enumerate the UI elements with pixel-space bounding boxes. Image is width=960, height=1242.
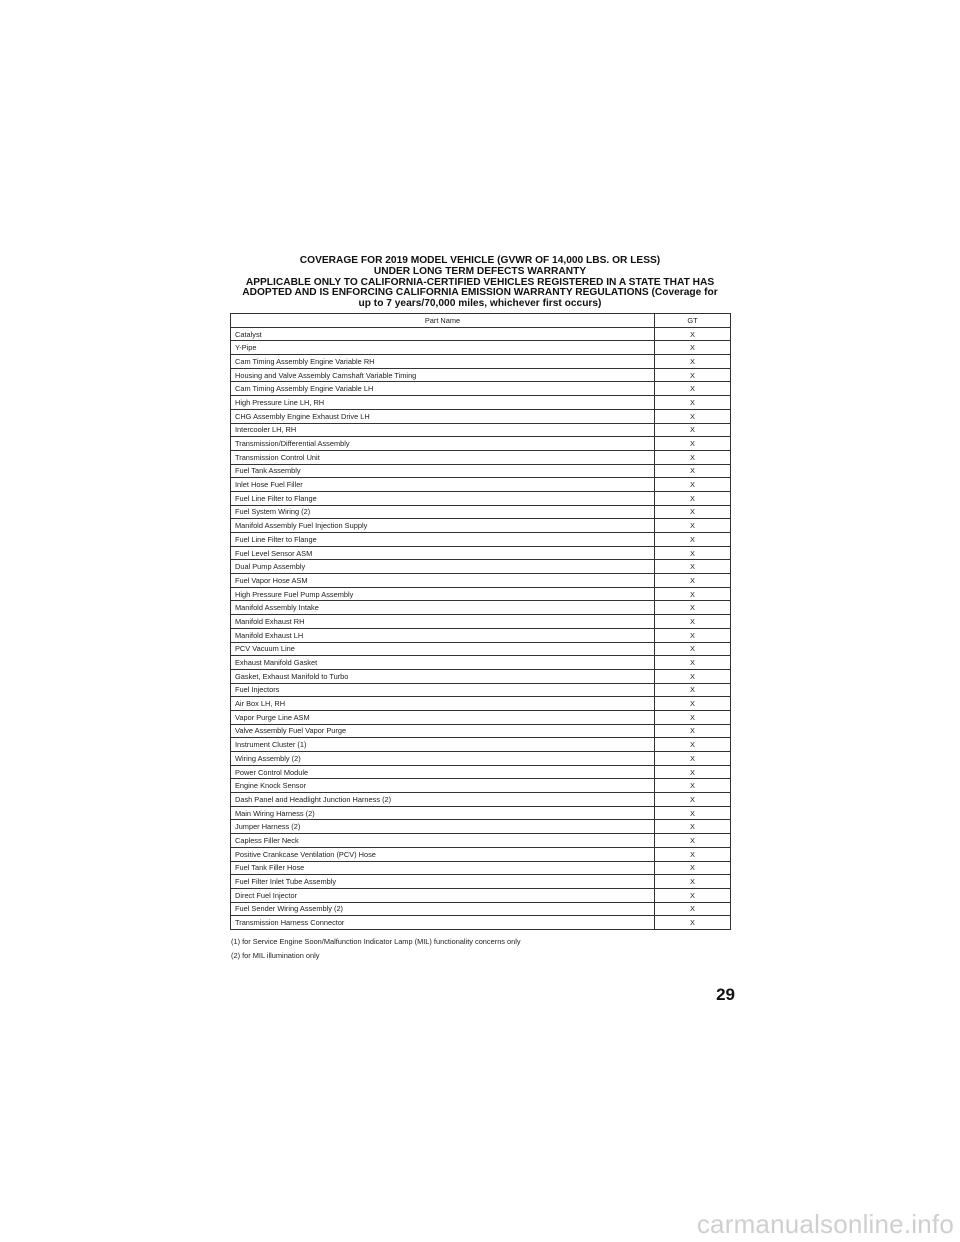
table-row xyxy=(231,697,731,711)
part-name-cell: Intercooler LH, RH xyxy=(231,423,655,437)
part-name-cell: Manifold Exhaust RH xyxy=(231,615,655,629)
table-row xyxy=(231,875,731,889)
part-name-cell: Main Wiring Harness (2) xyxy=(231,806,655,820)
part-name-cell: Fuel Level Sensor ASM xyxy=(231,546,655,560)
gt-coverage-cell: X xyxy=(655,382,731,396)
gt-coverage-cell: X xyxy=(655,587,731,601)
gt-coverage-cell: X xyxy=(655,683,731,697)
gt-coverage-cell: X xyxy=(655,615,731,629)
part-name-cell: Fuel System Wiring (2) xyxy=(231,505,655,519)
part-name-cell: Fuel Vapor Hose ASM xyxy=(231,574,655,588)
gt-coverage-cell: X xyxy=(655,765,731,779)
table-row xyxy=(231,519,731,533)
table-row xyxy=(231,806,731,820)
table-row xyxy=(231,710,731,724)
part-name-cell: PCV Vacuum Line xyxy=(231,642,655,656)
table-row xyxy=(231,765,731,779)
gt-coverage-cell: X xyxy=(655,656,731,670)
part-name-cell: Direct Fuel Injector xyxy=(231,888,655,902)
table-row xyxy=(231,355,731,369)
part-name-cell: Valve Assembly Fuel Vapor Purge xyxy=(231,724,655,738)
gt-coverage-cell: X xyxy=(655,738,731,752)
part-name-cell: Transmission/Differential Assembly xyxy=(231,437,655,451)
gt-coverage-cell: X xyxy=(655,875,731,889)
gt-coverage-cell: X xyxy=(655,779,731,793)
gt-coverage-cell: X xyxy=(655,437,731,451)
table-row xyxy=(231,450,731,464)
part-name-cell: Fuel Line Filter to Flange xyxy=(231,491,655,505)
gt-coverage-cell: X xyxy=(655,464,731,478)
table-row xyxy=(231,437,731,451)
part-name-cell: Jumper Harness (2) xyxy=(231,820,655,834)
gt-coverage-cell: X xyxy=(655,409,731,423)
part-name-cell: Fuel Filter Inlet Tube Assembly xyxy=(231,875,655,889)
part-name-cell: Dual Pump Assembly xyxy=(231,560,655,574)
gt-coverage-cell: X xyxy=(655,574,731,588)
table-row xyxy=(231,628,731,642)
gt-coverage-cell: X xyxy=(655,642,731,656)
table-row xyxy=(231,861,731,875)
part-name-cell: Capless Filler Neck xyxy=(231,834,655,848)
part-name-cell: Fuel Tank Filler Hose xyxy=(231,861,655,875)
table-body xyxy=(231,327,731,929)
table-row xyxy=(231,546,731,560)
column-header-part-name: Part Name xyxy=(231,314,655,328)
part-name-cell: Fuel Injectors xyxy=(231,683,655,697)
gt-coverage-cell: X xyxy=(655,902,731,916)
gt-coverage-cell: X xyxy=(655,628,731,642)
page-number: 29 xyxy=(716,985,735,1004)
table-row xyxy=(231,752,731,766)
part-name-cell: Positive Crankcase Ventilation (PCV) Hose xyxy=(231,847,655,861)
table-row xyxy=(231,834,731,848)
part-name-cell: Vapor Purge Line ASM xyxy=(231,710,655,724)
table-row xyxy=(231,888,731,902)
part-name-cell: Inlet Hose Fuel Filler xyxy=(231,478,655,492)
watermark-text: carmanualsonline.info xyxy=(696,1209,954,1239)
heading-line: UNDER LONG TERM DEFECTS WARRANTY xyxy=(373,265,587,277)
gt-coverage-cell: X xyxy=(655,533,731,547)
part-name-cell: Transmission Harness Connector xyxy=(231,916,655,930)
gt-coverage-cell: X xyxy=(655,847,731,861)
table-row xyxy=(231,382,731,396)
gt-coverage-cell: X xyxy=(655,491,731,505)
part-name-cell: Fuel Line Filter to Flange xyxy=(231,533,655,547)
table-row xyxy=(231,738,731,752)
gt-coverage-cell: X xyxy=(655,793,731,807)
column-header-gt: GT xyxy=(655,314,731,328)
table-row xyxy=(231,464,731,478)
gt-coverage-cell: X xyxy=(655,546,731,560)
gt-coverage-cell: X xyxy=(655,327,731,341)
table-row xyxy=(231,491,731,505)
part-name-cell: Cam Timing Assembly Engine Variable LH xyxy=(231,382,655,396)
table-row xyxy=(231,683,731,697)
part-name-cell: Housing and Valve Assembly Camshaft Variable Timing xyxy=(231,368,655,382)
footnote: (1) for Service Engine Soon/Malfunction Indicator Lamp (MIL) functionality concerns only xyxy=(231,937,521,946)
gt-coverage-cell: X xyxy=(655,697,731,711)
part-name-cell: Manifold Assembly Fuel Injection Supply xyxy=(231,519,655,533)
gt-coverage-cell: X xyxy=(655,505,731,519)
part-name-cell: Transmission Control Unit xyxy=(231,450,655,464)
table-row xyxy=(231,916,731,930)
part-name-cell: Exhaust Manifold Gasket xyxy=(231,656,655,670)
heading-line: COVERAGE FOR 2019 MODEL VEHICLE (GVWR OF 14,000 LBS. OR LESS) xyxy=(299,255,661,266)
heading-line: ADOPTED AND IS ENFORCING CALIFORNIA EMISSION WARRANTY REGULATIONS (Coverage for xyxy=(242,287,718,299)
part-name-cell: Instrument Cluster (1) xyxy=(231,738,655,752)
table-row xyxy=(231,327,731,341)
heading-line: APPLICABLE ONLY TO CALIFORNIA-CERTIFIED VEHICLES REGISTERED IN A STATE THAT HAS xyxy=(245,276,715,288)
table-header-row xyxy=(231,314,731,328)
table-row xyxy=(231,642,731,656)
part-name-cell: Wiring Assembly (2) xyxy=(231,752,655,766)
gt-coverage-cell: X xyxy=(655,355,731,369)
gt-coverage-cell: X xyxy=(655,834,731,848)
gt-coverage-cell: X xyxy=(655,724,731,738)
part-name-cell: High Pressure Line LH, RH xyxy=(231,396,655,410)
gt-coverage-cell: X xyxy=(655,752,731,766)
table-row xyxy=(231,396,731,410)
table-row xyxy=(231,779,731,793)
part-name-cell: Air Box LH, RH xyxy=(231,697,655,711)
gt-coverage-cell: X xyxy=(655,888,731,902)
gt-coverage-cell: X xyxy=(655,341,731,355)
part-name-cell: Catalyst xyxy=(231,327,655,341)
table-row xyxy=(231,793,731,807)
gt-coverage-cell: X xyxy=(655,450,731,464)
table-row xyxy=(231,615,731,629)
table-row xyxy=(231,533,731,547)
table-row xyxy=(231,669,731,683)
table-row xyxy=(231,368,731,382)
part-name-cell: Cam Timing Assembly Engine Variable RH xyxy=(231,355,655,369)
gt-coverage-cell: X xyxy=(655,368,731,382)
table-row xyxy=(231,902,731,916)
table-row xyxy=(231,560,731,574)
gt-coverage-cell: X xyxy=(655,601,731,615)
table-row xyxy=(231,847,731,861)
part-name-cell: Y-Pipe xyxy=(231,341,655,355)
part-name-cell: Fuel Sender Wiring Assembly (2) xyxy=(231,902,655,916)
gt-coverage-cell: X xyxy=(655,916,731,930)
gt-coverage-cell: X xyxy=(655,710,731,724)
table-row xyxy=(231,601,731,615)
table-row xyxy=(231,505,731,519)
part-name-cell: Engine Knock Sensor xyxy=(231,779,655,793)
gt-coverage-cell: X xyxy=(655,478,731,492)
table-row xyxy=(231,574,731,588)
part-name-cell: Power Control Module xyxy=(231,765,655,779)
table-row xyxy=(231,423,731,437)
gt-coverage-cell: X xyxy=(655,820,731,834)
heading-line: up to 7 years/70,000 miles, whichever first occurs) xyxy=(358,298,602,310)
gt-coverage-cell: X xyxy=(655,806,731,820)
table-row xyxy=(231,724,731,738)
gt-coverage-cell: X xyxy=(655,669,731,683)
table-row xyxy=(231,341,731,355)
part-name-cell: Dash Panel and Headlight Junction Harness (2) xyxy=(231,793,655,807)
table-row xyxy=(231,587,731,601)
gt-coverage-cell: X xyxy=(655,423,731,437)
table-row xyxy=(231,409,731,423)
gt-coverage-cell: X xyxy=(655,861,731,875)
part-name-cell: Gasket, Exhaust Manifold to Turbo xyxy=(231,669,655,683)
gt-coverage-cell: X xyxy=(655,560,731,574)
part-name-cell: Fuel Tank Assembly xyxy=(231,464,655,478)
table-row xyxy=(231,820,731,834)
part-name-cell: Manifold Assembly Intake xyxy=(231,601,655,615)
footnotes xyxy=(231,935,731,962)
gt-coverage-cell: X xyxy=(655,519,731,533)
table-row xyxy=(231,656,731,670)
part-name-cell: CHG Assembly Engine Exhaust Drive LH xyxy=(231,409,655,423)
table-row xyxy=(231,478,731,492)
footnote: (2) for MIL illumination only xyxy=(231,950,320,960)
part-name-cell: Manifold Exhaust LH xyxy=(231,628,655,642)
part-name-cell: High Pressure Fuel Pump Assembly xyxy=(231,587,655,601)
coverage-heading xyxy=(230,256,730,310)
coverage-table xyxy=(230,313,731,930)
gt-coverage-cell: X xyxy=(655,396,731,410)
